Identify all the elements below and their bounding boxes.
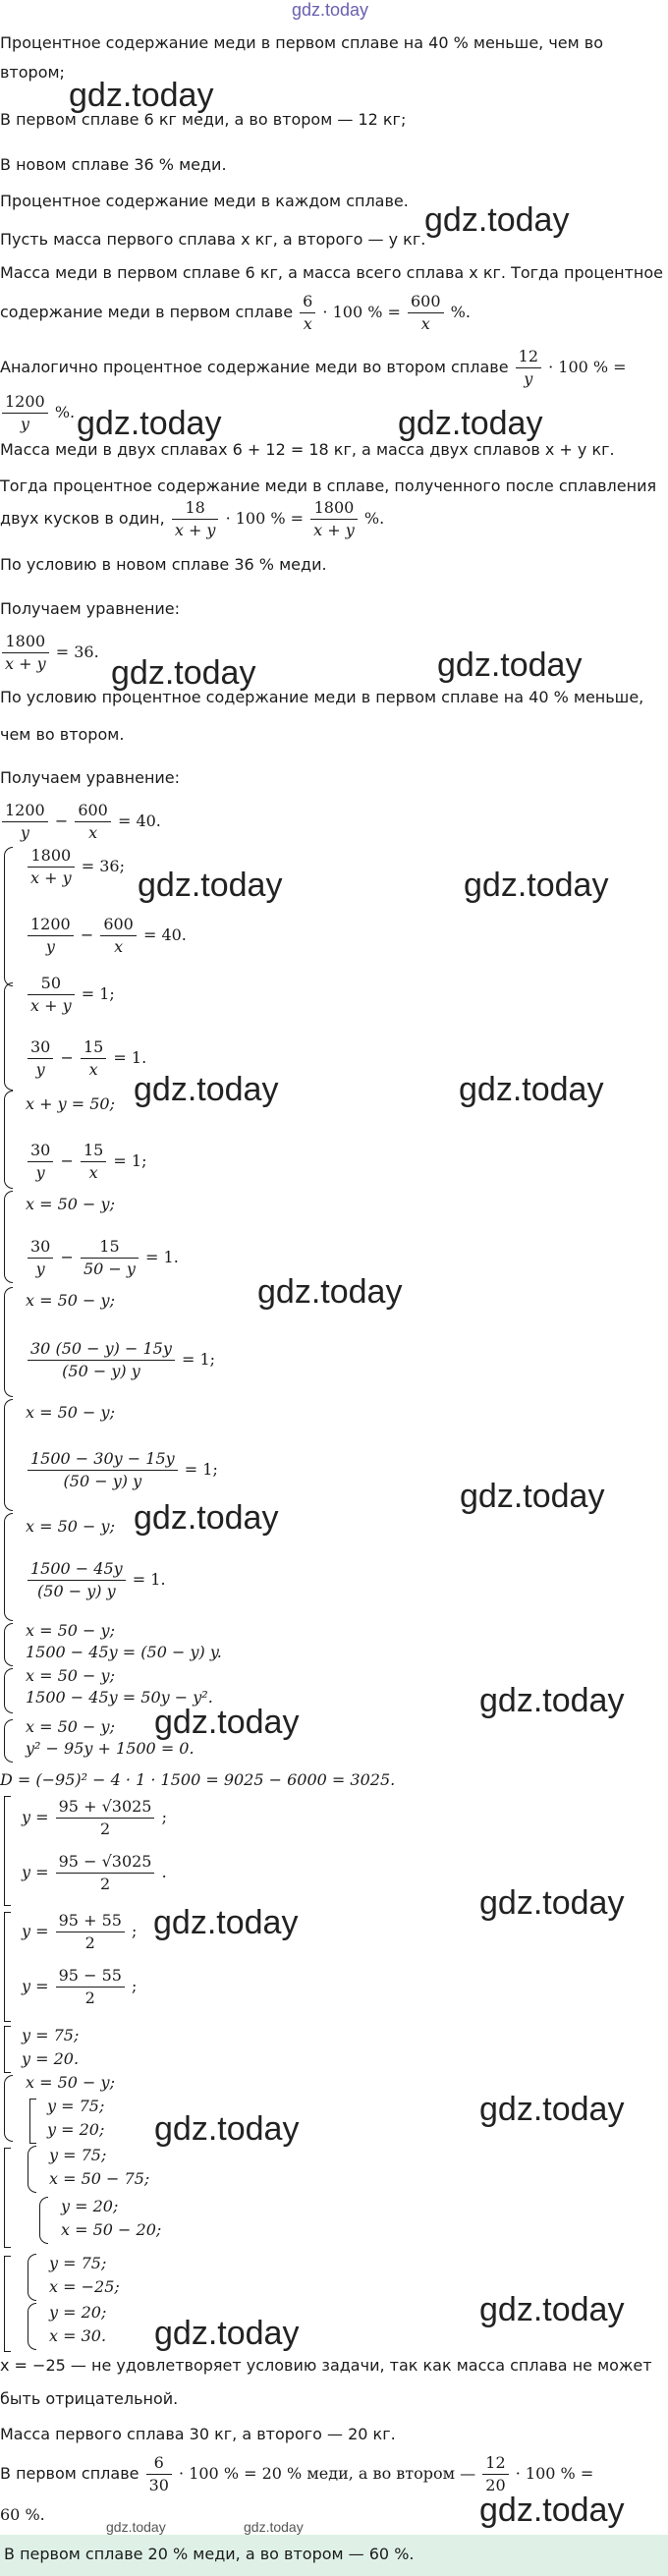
text-line: двух кусков в один, $\frac{18}{x + y}$ · 100 % = $\frac{1800}{x + y}$ %. <box>0 498 385 539</box>
watermark: gdz.today <box>424 201 570 239</box>
text-line: По условию в новом сплаве 36 % меди. <box>0 555 327 574</box>
watermark: gdz.today <box>134 1071 279 1108</box>
text-line: В первом сплаве $\frac{6}{30}$ · 100 % = 20 % меди, а во втором — $\frac{12}{20}$ · 100 % = <box>0 2453 594 2494</box>
equation: $\frac{30}{y}$ − $\frac{15}{x}$ = 1; <box>26 1140 146 1184</box>
watermark: gdz.today <box>111 654 256 692</box>
watermark: gdz.today <box>138 867 283 904</box>
equation: y = $\frac{95 + 55}{2}$ ; <box>22 1911 138 1952</box>
watermark: gdz.today <box>154 2110 300 2148</box>
text-line: Процентное содержание меди в каждом сплаве. <box>0 192 409 210</box>
equation: y = 20; <box>47 2120 105 2139</box>
equation: $\frac{30 (50 - y) - 15y}{(50 - y) y}$ = 1; <box>26 1338 215 1382</box>
text-line: 60 %. <box>0 2505 45 2524</box>
text-line: Аналогично процентное содержание меди во втором сплаве $\frac{12}{y}$ · 100 % = <box>0 347 627 388</box>
equation: 1500 − 45y = (50 − y) y. <box>26 1643 222 1661</box>
text-line: $\frac{1200}{y}$ %. <box>0 391 75 435</box>
watermark: gdz.today <box>77 405 222 442</box>
system-brace <box>28 2146 36 2193</box>
text-line: чем во втором. <box>0 725 125 744</box>
watermark: gdz.today <box>464 867 609 904</box>
equation: x = 50 − 75; <box>49 2169 150 2188</box>
text-line: Получаем уравнение: <box>0 768 181 787</box>
equation: $\frac{1500 - 30y - 15y}{(50 - y) y}$ = 1; <box>26 1448 218 1492</box>
text-line: Масса меди в двух сплавах 6 + 12 = 18 кг, а масса двух сплавов x + y кг. <box>0 440 615 459</box>
watermark: gdz.today <box>459 1071 604 1108</box>
watermark: gdz.today <box>134 1499 279 1537</box>
system-brace <box>4 1719 13 1763</box>
watermark: gdz.today <box>257 1273 403 1311</box>
equation: $\frac{1200}{y}$ − $\frac{600}{x}$ = 40. <box>26 914 187 958</box>
equation: y² − 95y + 1500 = 0. <box>26 1739 195 1758</box>
equation: $\frac{1800}{x + y}$ = 36. <box>0 631 99 675</box>
text-line: Тогда процентное содержание меди в сплаве, полученного после сплавления <box>0 476 657 495</box>
system-brace <box>4 847 13 986</box>
watermark: gdz.today <box>244 2519 304 2535</box>
set-bracket <box>4 2026 11 2073</box>
text-line: В первом сплаве 6 кг меди, а во втором — 12 кг; <box>0 110 407 129</box>
equation: y = $\frac{95 - √3025}{2}$ . <box>22 1852 167 1893</box>
system-brace <box>28 2303 36 2350</box>
answer-box <box>0 2535 668 2576</box>
text-line: быть отрицательной. <box>0 2389 179 2408</box>
equation: $\frac{1800}{x + y}$ = 36; <box>26 845 125 889</box>
system-brace <box>28 2254 36 2301</box>
watermark: gdz.today <box>479 1682 625 1719</box>
equation: $\frac{50}{x + y}$ = 1; <box>26 973 115 1017</box>
text-line: По условию процентное содержание меди в первом сплаве на 40 % меньше, <box>0 688 644 706</box>
equation: y = 75; <box>49 2254 107 2272</box>
system-brace <box>4 1513 13 1621</box>
equation: x = 50 − y; <box>26 1621 115 1640</box>
text-line: Масса первого сплава 30 кг, а второго — 20 кг. <box>0 2425 396 2443</box>
equation: y = 75; <box>22 2026 80 2044</box>
equation: y = 20; <box>61 2197 119 2215</box>
watermark: gdz.today <box>106 2519 166 2535</box>
equation: $\frac{30}{y}$ − $\frac{15}{x}$ = 1. <box>26 1036 146 1081</box>
equation: x = 50 − y; <box>26 2073 115 2092</box>
set-bracket <box>4 1912 11 2022</box>
equation: $\frac{1500 - 45y}{(50 - y) y}$ = 1. <box>26 1558 166 1602</box>
text-line: содержание меди в первом сплаве $\frac{6}{x}$ · 100 % = $\frac{600}{x}$ %. <box>0 292 471 333</box>
equation: x = 50 − y; <box>26 1195 115 1213</box>
watermark: gdz.today <box>460 1478 605 1515</box>
text-line: В новом сплаве 36 % меди. <box>0 155 227 174</box>
equation: y = 20; <box>49 2303 107 2322</box>
equation: $\frac{1200}{y}$ − $\frac{600}{x}$ = 40. <box>0 800 161 844</box>
watermark: gdz.today <box>154 2315 300 2352</box>
system-brace <box>4 2075 13 2142</box>
equation: x = −25; <box>49 2277 120 2296</box>
equation: y = $\frac{95 - 55}{2}$ ; <box>22 1966 138 2007</box>
watermark: gdz.today <box>69 77 214 114</box>
system-brace <box>39 2197 48 2244</box>
set-bracket <box>29 2099 36 2144</box>
watermark: gdz.today <box>154 1704 300 1741</box>
watermark: gdz.today <box>479 2492 625 2529</box>
equation: x = 50 − 20; <box>61 2220 162 2239</box>
system-brace <box>4 1091 13 1189</box>
system-brace <box>4 1191 13 1283</box>
top-watermark: gdz.today <box>292 0 369 20</box>
set-bracket <box>4 1796 11 1906</box>
equation: x = 50 − y; <box>26 1717 115 1736</box>
equation: x = 50 − y; <box>26 1291 115 1310</box>
text-line: Масса меди в первом сплаве 6 кг, а масса всего сплава x кг. Тогда процентное <box>0 263 664 282</box>
system-brace <box>4 1399 13 1511</box>
system-brace <box>4 982 13 1091</box>
watermark: gdz.today <box>479 2091 625 2128</box>
equation: y = 20. <box>22 2049 80 2068</box>
watermark: gdz.today <box>437 646 583 684</box>
set-bracket <box>4 2148 11 2248</box>
equation: x = 50 − y; <box>26 1666 115 1685</box>
equation: x = 30. <box>49 2326 107 2345</box>
watermark: gdz.today <box>479 1884 625 1922</box>
equation: y = $\frac{95 + √3025}{2}$ ; <box>22 1797 167 1838</box>
answer-text: В первом сплаве 20 % меди, а во втором — 60 %. <box>4 2545 415 2563</box>
system-brace <box>4 1668 13 1713</box>
discriminant: D = (−95)² − 4 · 1 · 1500 = 9025 − 6000 = 3025. <box>0 1770 396 1789</box>
watermark: gdz.today <box>479 2291 625 2328</box>
system-brace <box>4 1623 13 1666</box>
text-line: Пусть масса первого сплава x кг, а второго — y кг. <box>0 230 426 249</box>
text-line: Получаем уравнение: <box>0 599 181 618</box>
equation: $\frac{30}{y}$ − $\frac{15}{50 - y}$ = 1. <box>26 1236 179 1280</box>
text-line: Процентное содержание меди в первом сплаве на 40 % меньше, чем во <box>0 33 604 52</box>
equation: x = 50 − y; <box>26 1403 115 1422</box>
system-brace <box>4 1287 13 1397</box>
equation: y = 75; <box>49 2146 107 2164</box>
watermark: gdz.today <box>153 1904 299 1941</box>
text-line: втором; <box>0 63 65 82</box>
text-line: x = −25 — не удовлетворяет условию задачи, так как масса сплава не может <box>0 2356 652 2375</box>
equation: x + y = 50; <box>26 1094 115 1113</box>
equation: y = 75; <box>47 2097 105 2115</box>
set-bracket <box>4 2256 11 2352</box>
equation: x = 50 − y; <box>26 1517 115 1536</box>
watermark: gdz.today <box>398 405 543 442</box>
equation: 1500 − 45y = 50y − y². <box>26 1688 213 1707</box>
